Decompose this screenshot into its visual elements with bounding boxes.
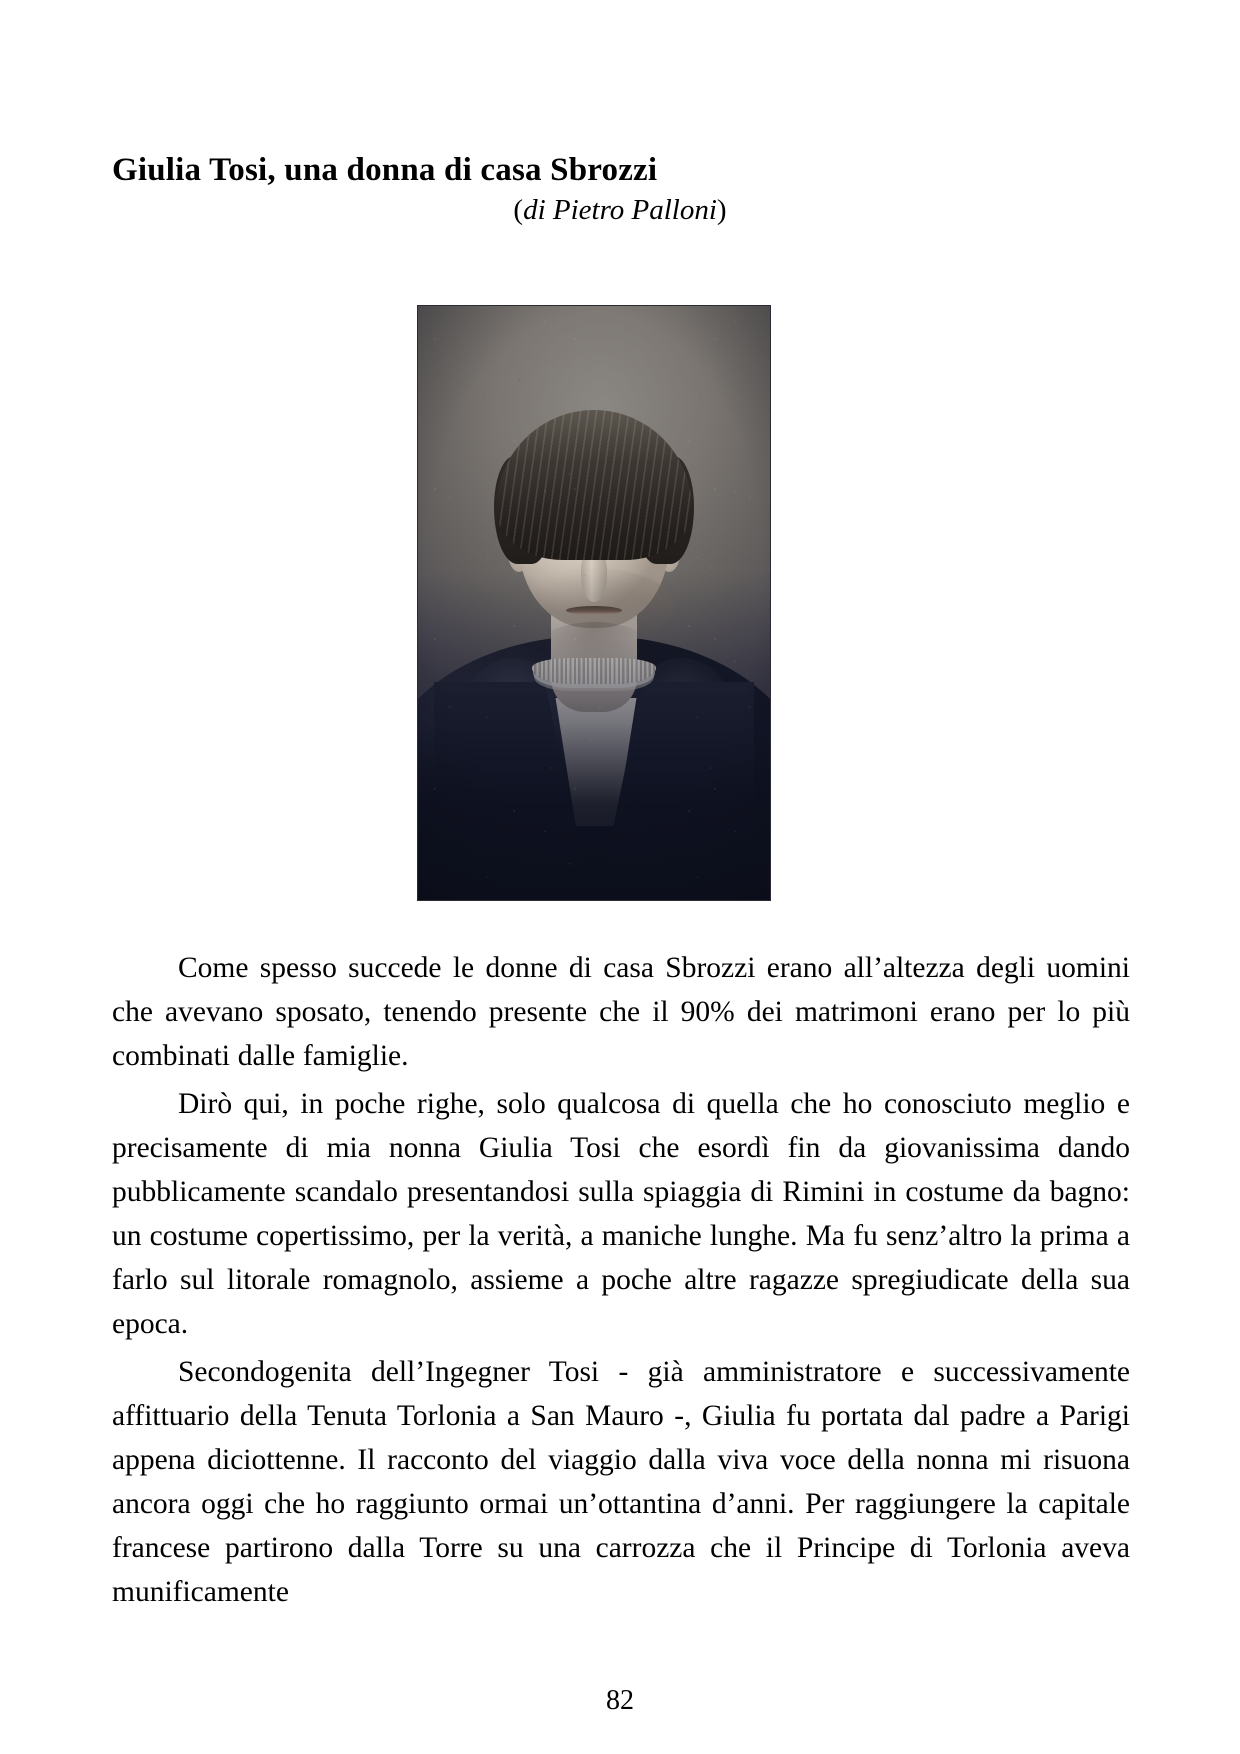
photo-vignette <box>418 306 770 900</box>
byline-author: di Pietro Palloni <box>523 194 717 226</box>
byline-open-paren: ( <box>513 194 524 226</box>
portrait-photograph <box>418 306 770 900</box>
page-title: Giulia Tosi, una donna di casa Sbrozzi <box>112 152 658 189</box>
page-number: 82 <box>606 1685 634 1716</box>
portrait-figure <box>418 306 770 900</box>
paragraph-2: Dirò qui, in poche righe, solo qualcosa di quella che ho conosciuto meglio e precisamente di mia nonna Giulia Tosi che esordì fin da giovanissima dando pubblicamente scandalo presentandosi sulla spiaggia di Rimini in costume da bagno: un costume copertissimo, per la verità, a maniche lunghe. Ma fu senz’altro la prima a farlo sul litorale romagnolo, assieme a poche altre ragazze spregiudicate della sua epoca. <box>112 1088 1130 1340</box>
body-text <box>112 946 1130 1618</box>
byline-close-paren: ) <box>716 194 727 226</box>
paragraph-3: Secondogenita dell’Ingegner Tosi - già amministratore e successivamente affittuario della Tenuta Torlonia a San Mauro -, Giulia fu portata dal padre a Parigi appena diciottenne. Il racconto del viaggio dalla viva voce della nonna mi risuona ancora oggi che ho raggiunto ormai un’ottantina d’anni. Per raggiungere la capitale francese partirono dalla Torre su una carrozza che il Principe di Torlonia aveva munificamente <box>112 1356 1130 1608</box>
paragraph-1: Come spesso succede le donne di casa Sbrozzi erano all’altezza degli uomini che avevano sposato, tenendo presente che il 90% dei matrimoni erano per lo più combinati dalle famiglie. <box>112 952 1130 1072</box>
byline <box>112 192 1128 230</box>
